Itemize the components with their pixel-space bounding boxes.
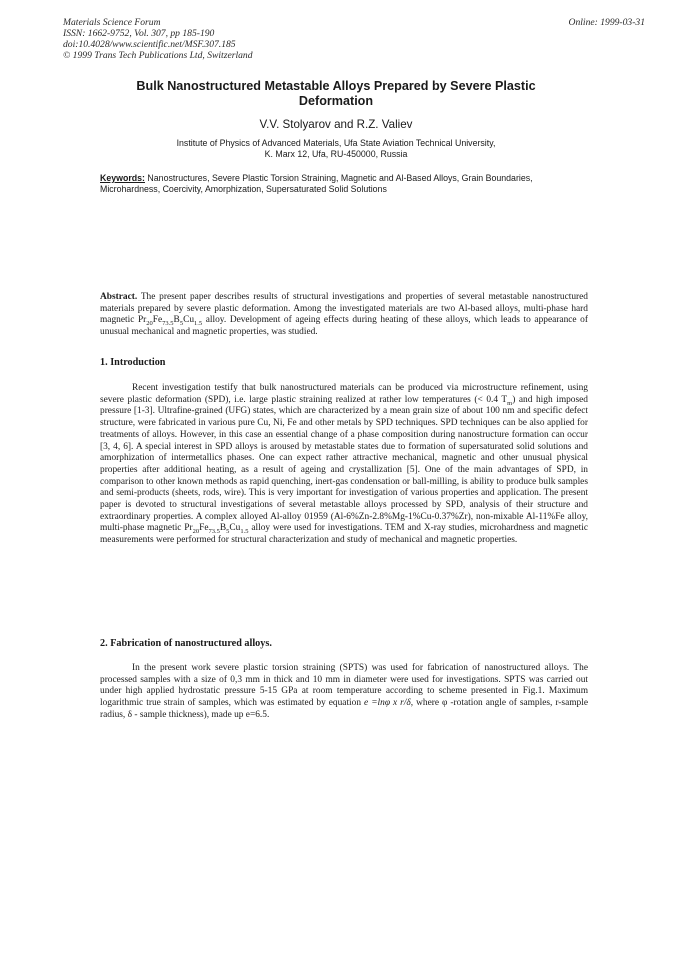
fab-equation: e =lnφ x r/δ, [364, 698, 414, 709]
doi-line: doi:10.4028/www.scientific.net/MSF.307.185 [63, 39, 236, 50]
affiliation [100, 138, 572, 161]
abstract-sub-3: 5 [179, 320, 184, 328]
fabrication-paragraph [100, 663, 588, 722]
online-date: Online: 1999-03-31 [568, 17, 645, 28]
fab-text-1: In the present work severe plastic torsion straining (SPTS) was used for fabrication of nanostructured alloys. The processed samples with a size of 0,3 mm in thick and 10 mm in diameter were used for investigations. SPTS was carried out under high applied hydrostatic pressure 5-15 GPa at room temperature according to scheme presented in Fig.1. Maximum logarithmic true strain of samples, which was estimated by equation [100, 663, 588, 709]
keywords-text: Nanostructures, Severe Plastic Torsion Straining, Magnetic and Al-Based Alloys, Grain Boundaries, Microhardness, Coercivity, Amorphization, Supersaturated Solid Solutions [100, 173, 533, 195]
abstract-text-5: alloy. Development of ageing effects during heating of these alloys, which leads to appearance of unusual mechanical and magnetic properties, was studied. [100, 315, 588, 338]
paper-title: Bulk Nanostructured Metastable Alloys Prepared by Severe Plastic Deformation [136, 79, 536, 108]
intro-text-1: Recent investigation testify that bulk nanostructured materials can be produced via microstructure refinement, using severe plastic deformation (SPD), i.e. large plastic straining realized at rather low temperatures (< 0.4 T [100, 383, 588, 405]
affiliation-line-1: Institute of Physics of Advanced Materials, Ufa State Aviation Technical University, [176, 138, 496, 148]
intro-sub-b: 73.5 [208, 528, 220, 536]
abstract-text-4: Cu [183, 315, 195, 326]
keywords-label: Keywords: [100, 173, 145, 183]
section-heading-introduction: 1. Introduction [100, 357, 166, 368]
abstract-text-1: The present paper describes results of structural investigations and properties of several metastable nanostructured materials prepared by severe plastic deformation. Among the investigated materials are two Al-based alloys, multi-phase hard magnetic Pr [100, 292, 588, 326]
fab-text-2: where φ -rotation angle of samples, r-sample radius, δ - sample thickness), made up e=6.5. [100, 698, 588, 720]
abstract-sub-4: 1.5 [194, 320, 203, 328]
intro-sub-c: 5 [226, 528, 230, 536]
abstract-text-3: B [173, 315, 180, 326]
copyright-line: © 1999 Trans Tech Publications Ltd, Switzerland [63, 50, 253, 61]
intro-sub-d: 1.5 [240, 528, 249, 536]
intro-text-2: ) and high imposed pressure [1-3]. Ultrafine-grained (UFG) states, which are characterized by a mean grain size of about 100 nm and specific defect structure, were fabricated in various pure Cu, Ni, Fe and other metals by SPD techniques. SPD techniques can be also applied for treatments of alloys. However, in this case an essential change of a phase composition during nanostructure formation can occur [3, 4, 6]. A special interest in SPD alloys is aroused by metastable states due to formation of supersaturated solid solutions and amorphization of intermetallics phases. One can expect rather attractive mechanical, magnetic and other unusual physical properties after additional heating, as a result of ageing and crystallization [5]. One of the main advantages of SPD, in comparison to other known methods as rapid quenching, inert-gas condensation or ball-milling, is ability to produce bulk samples and semi-products (sheets, rods, wire). This is very important for investigation of various properties and application. The present paper is devoted to structural investigations of several metastable alloys processed by SPD, analysis of their structure and extraordinary properties. A complex alloyed Al-alloy 01959 (Al-6%Zn-2.8%Mg-1%Cu-0.37%Zr), non-mixable Al-11%Fe alloy, multi-phase magnetic Pr [100, 394, 588, 534]
keywords [100, 173, 588, 196]
abstract-label: Abstract. [100, 292, 138, 302]
intro-text-4: B [219, 523, 227, 534]
abstract-text-2: Fe [152, 315, 163, 326]
intro-sub-m: m [507, 399, 513, 407]
intro-sub-a: 20 [192, 528, 200, 536]
intro-text-3: Fe [199, 523, 209, 534]
abstract-sub-1: 20 [146, 320, 153, 328]
affiliation-line-2: K. Marx 12, Ufa, RU-450000, Russia [264, 149, 408, 160]
paper-authors: V.V. Stolyarov and R.Z. Valiev [259, 118, 413, 131]
issn-line: ISSN: 1662-9752, Vol. 307, pp 185-190 [63, 28, 215, 39]
abstract [100, 292, 588, 339]
section-heading-fabrication: 2. Fabrication of nanostructured alloys. [100, 638, 272, 649]
abstract-sub-2: 73.5 [162, 320, 174, 328]
intro-text-6: alloy were used for investigations. TEM and X-ray studies, microhardness and magnetic measurements were performed for structural characterization and study of mechanical and magnetic properties. [100, 523, 588, 546]
journal-name: Materials Science Forum [63, 17, 161, 28]
introduction-paragraph [100, 383, 588, 547]
journal-header [63, 17, 253, 61]
intro-text-5: Cu [229, 523, 241, 534]
